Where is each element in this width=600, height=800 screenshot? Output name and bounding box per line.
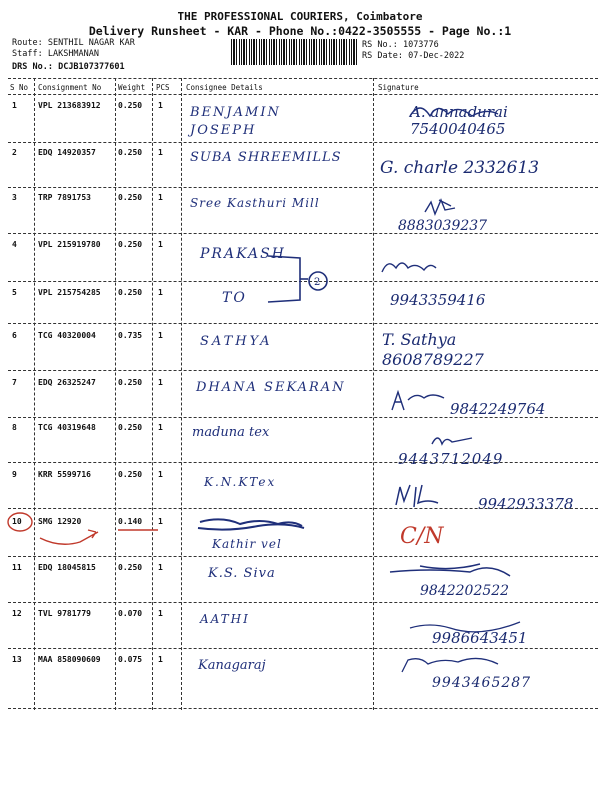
weight: 0.250 [118, 470, 143, 479]
rs-date-line [362, 51, 464, 62]
pcs: 1 [158, 288, 163, 297]
signature-scribble [425, 200, 455, 214]
signature-scribble [382, 263, 436, 272]
sno: 3 [12, 193, 17, 202]
route-label: Route: [12, 38, 43, 48]
col-signature: Signature [378, 83, 419, 92]
row-rule [8, 142, 598, 143]
pcs: 1 [158, 470, 163, 479]
bracket-mark [268, 256, 327, 302]
signature-scribble [402, 658, 498, 672]
drs-line [12, 62, 125, 73]
pcs: 1 [158, 378, 163, 387]
consignment-no: EDQ 14920357 [38, 148, 96, 157]
weight: 0.250 [118, 240, 143, 249]
signature: 9943359416 [390, 291, 486, 309]
sno: 6 [12, 331, 17, 340]
consignee: BENJAMIN JOSEPH [190, 105, 281, 138]
col-sno: S No [10, 83, 29, 92]
rs-no-label: RS No.: [362, 40, 398, 50]
pcs: 1 [158, 517, 163, 526]
consignment-no: VPL 215754285 [38, 288, 101, 297]
sno: 5 [12, 288, 17, 297]
consignee: TO [222, 290, 247, 306]
divider-2 [115, 78, 116, 710]
divider-4 [181, 78, 182, 710]
consignee: DHANA SEKARAN [196, 380, 346, 395]
consignee: AATHI [200, 612, 250, 626]
consignment-no: TRP 7891753 [38, 193, 91, 202]
row-rule [8, 281, 598, 282]
row-rule [8, 508, 598, 509]
row-rule [8, 417, 598, 418]
consignee: Kathir vel [212, 537, 282, 551]
consignee: SUBA SHREEMILLS [190, 150, 342, 165]
row-rule [8, 556, 598, 557]
consignee: K.S. Siva [208, 566, 276, 581]
signature: 9986643451 [432, 629, 528, 647]
sno: 12 [12, 609, 22, 618]
signature: T. Sathya 8608789227 [382, 330, 484, 369]
col-consignment: Consignment No [38, 83, 102, 92]
row-rule [8, 708, 598, 709]
weight: 0.250 [118, 288, 143, 297]
signature: 8883039237 [398, 218, 488, 234]
signature-scribble [390, 564, 510, 576]
weight: 0.140 [118, 517, 143, 526]
barcode [231, 39, 357, 65]
sno: 9 [12, 470, 17, 479]
signature: 9842249764 [450, 400, 546, 418]
weight: 0.250 [118, 148, 143, 157]
signature-scribble [396, 485, 438, 507]
consignment-no: TCG 40320004 [38, 331, 96, 340]
sno: 7 [12, 378, 17, 387]
consignee: Kanagaraj [198, 658, 266, 673]
runsheet-title: Delivery Runsheet - KAR - Phone No.:0422-3505555 - Page No.:1 [88, 24, 512, 38]
row-rule [8, 462, 598, 463]
sno: 10 [12, 517, 22, 526]
signature-scribble [432, 438, 472, 444]
pcs: 1 [158, 193, 163, 202]
staff-line [12, 49, 99, 60]
col-pcs: PCS [156, 83, 170, 92]
signature-scribble [392, 392, 444, 410]
pcs: 1 [158, 423, 163, 432]
signature: 9842202522 [420, 583, 510, 599]
route-line [12, 38, 135, 49]
row-rule [8, 602, 598, 603]
consignment-no: MAA 858090609 [38, 655, 101, 664]
drs-label: DRS No.: [12, 62, 53, 72]
pcs: 1 [158, 101, 163, 110]
staff-label: Staff: [12, 49, 43, 59]
row-rule [8, 187, 598, 188]
consignee: Sree Kasthuri Mill [190, 196, 320, 210]
consignee: maduna tex [192, 425, 270, 440]
sno: 4 [12, 240, 17, 249]
weight: 0.250 [118, 563, 143, 572]
pcs: 1 [158, 609, 163, 618]
weight: 0.250 [118, 101, 143, 110]
signature: A. annadurai 7540040465 [410, 103, 508, 138]
signature: C/N [400, 524, 444, 549]
company-title: THE PROFESSIONAL COURIERS, Coimbatore [177, 10, 423, 23]
signature: 9943465287 [432, 675, 532, 691]
signature: 9443712049 [398, 450, 504, 468]
pcs: 1 [158, 563, 163, 572]
col-consignee: Consignee Details [186, 83, 263, 92]
divider-3 [152, 78, 153, 710]
red-arrow-mark [40, 530, 158, 544]
consignment-no: VPL 215919780 [38, 240, 101, 249]
divider-1 [34, 78, 35, 710]
col-weight: Weight [118, 83, 146, 92]
weight: 0.250 [118, 378, 143, 387]
drs-value: DCJB107377601 [58, 62, 125, 72]
weight: 0.735 [118, 331, 143, 340]
pcs: 1 [158, 240, 163, 249]
row-rule [8, 233, 598, 234]
weight: 0.250 [118, 423, 143, 432]
pcs: 1 [158, 655, 163, 664]
consignment-no: SMG 12920 [38, 517, 82, 526]
sno: 11 [12, 563, 22, 572]
circled-number: 2 [314, 277, 321, 288]
pcs: 1 [158, 331, 163, 340]
consignee: SATHYA [200, 334, 273, 349]
header-top-rule [8, 78, 598, 79]
consignment-no: TCG 40319648 [38, 423, 96, 432]
consignee: PRAKASH [200, 246, 286, 262]
staff-value: LAKSHMANAN [47, 49, 100, 59]
row-rule [8, 648, 598, 649]
rs-no-line [362, 40, 439, 51]
route-value: SENTHIL NAGAR KAR [47, 38, 135, 48]
row-rule [8, 370, 598, 371]
pcs: 1 [158, 148, 163, 157]
weight: 0.070 [118, 609, 143, 618]
sno: 8 [12, 423, 17, 432]
rs-date-value: 07-Dec-2022 [408, 51, 465, 61]
sno: 1 [12, 101, 17, 110]
row-rule [8, 323, 598, 324]
header-bottom-rule [8, 94, 598, 95]
divider-5 [373, 78, 374, 710]
signature: G. charle 2332613 [380, 158, 540, 178]
consignment-no: EDQ 18045815 [38, 563, 96, 572]
consignment-no: TVL 9781779 [38, 609, 91, 618]
rs-no-value: 1073776 [402, 40, 439, 50]
sno: 2 [12, 148, 17, 157]
consignment-no: KRR 5599716 [38, 470, 91, 479]
consignment-no: EDQ 26325247 [38, 378, 96, 387]
weight: 0.075 [118, 655, 143, 664]
rs-date-label: RS Date: [362, 51, 403, 61]
consignment-no: VPL 213683912 [38, 101, 101, 110]
weight: 0.250 [118, 193, 143, 202]
sno: 13 [12, 655, 22, 664]
consignee: K.N.KTex [204, 475, 277, 489]
consignee-strikethrough [198, 519, 304, 529]
signature: 9942933378 [478, 495, 574, 513]
